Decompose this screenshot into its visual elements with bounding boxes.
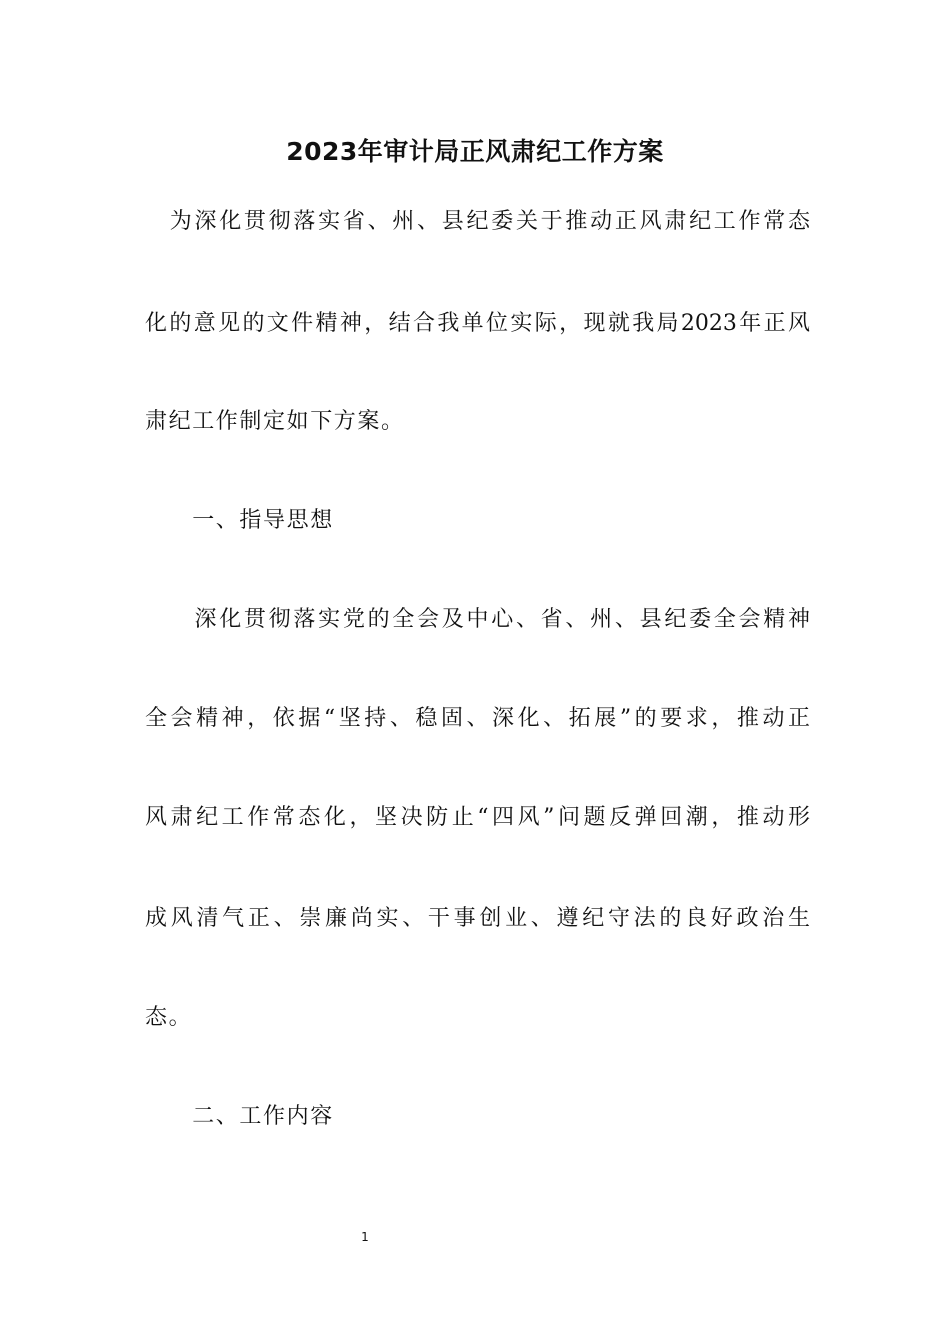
paragraph-line: 风肃纪工作常态化，坚决防止“四风”问题反弹回潮，推动形 — [145, 805, 810, 830]
paragraph-line: 全会精神，依据“坚持、稳固、深化、拓展”的要求，推动正 — [145, 706, 810, 731]
paragraph-line: 深化贯彻落实党的全会及中心、省、州、县纪委全会精神 — [145, 607, 810, 632]
paragraph-line: 为深化贯彻落实省、州、县纪委关于推动正风肃纪工作常态 — [145, 209, 810, 234]
document-title: 2023年审计局正风肃纪工作方案 — [286, 137, 664, 166]
paragraph-line: 化的意见的文件精神，结合我单位实际，现就我局2023年正风 — [145, 311, 810, 336]
section-heading: 二、工作内容 — [145, 1104, 334, 1129]
paragraph-line: 肃纪工作制定如下方案。 — [145, 409, 405, 434]
paragraph-line: 成风清气正、崇廉尚实、干事创业、遵纪守法的良好政治生 — [145, 906, 810, 931]
page-number: 1 — [361, 1230, 369, 1244]
paragraph-line: 态。 — [145, 1005, 193, 1030]
section-heading: 一、指导思想 — [145, 508, 334, 533]
